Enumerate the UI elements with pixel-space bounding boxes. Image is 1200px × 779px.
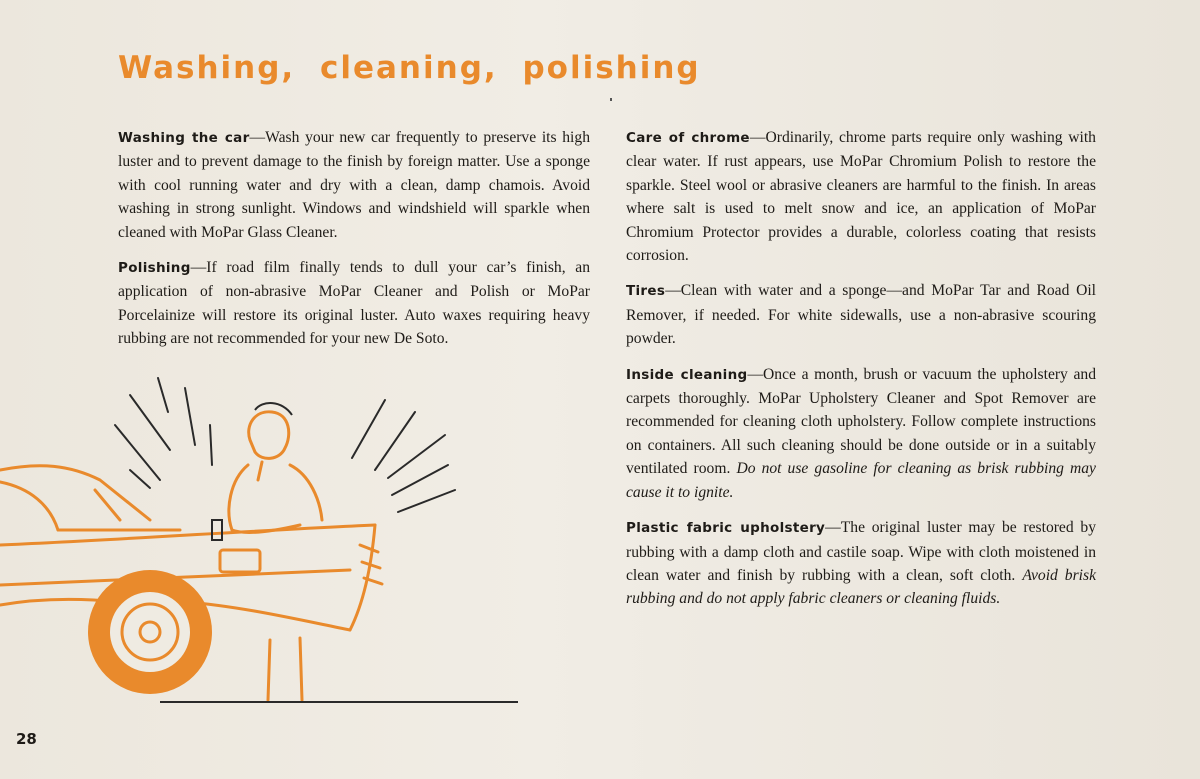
speck: [610, 98, 612, 101]
section-heading: Polishing: [118, 260, 191, 277]
page-number: 28: [16, 730, 37, 748]
section-heading: Washing the car: [118, 130, 250, 146]
car-polishing-illustration: [0, 370, 530, 720]
man-figure: [229, 412, 322, 700]
section-inside-cleaning: [626, 363, 1096, 504]
section-warning: Avoid brisk rubbing and do not apply fabric cleaners or cleaning fluids.: [626, 566, 1096, 608]
section-heading: Plastic fabric upholstery: [626, 520, 826, 537]
section-body: —The original luster may be restored by rubbing with a damp cloth and castile soap. Wipe with cloth moistened in clean water and finish by rubbing with a clean, soft cloth.: [626, 519, 1096, 584]
right-column: [626, 126, 1096, 623]
section-body: —Clean with water and a sponge—and MoPar Tar and Road Oil Remover, if needed. For white sidewalls, use a non-abrasive scouring powder.: [626, 282, 1096, 348]
section-tires: [626, 279, 1096, 350]
section-body: —If road film finally tends to dull your car’s finish, an application of non-abrasive MoPar Cleaner and Polish or MoPar Porcelainize will restore its original luster. Auto waxes requiring heavy rubbing are not recommended for your new De Soto.: [118, 259, 590, 348]
section-warning: Do not use gasoline for cleaning as brisk rubbing may cause it to ignite.: [626, 460, 1096, 501]
section-body: —Ordinarily, chrome parts require only washing with clear water. If rust appears, use MoPar Chromium Polish to restore the sparkle. Steel wool or abrasive cleaners are harmful to the finish. In areas where salt is used to melt snow and ice, an application of MoPar Chromium Protector provides a durable, colorless coating that resists corrosion.: [626, 129, 1096, 265]
section-washing: [118, 126, 590, 244]
section-heading: Care of chrome: [626, 130, 750, 146]
section-polishing: [118, 256, 590, 351]
section-body: —Once a month, brush or vacuum the upholstery and carpets thoroughly. MoPar Upholstery Cleaner and Spot Remover are recommended for cleaning cloth upholstery. Follow complete instructions on containers. All such cleaning should be done outside or in a suitably ventilated room.: [626, 365, 1096, 478]
page-title: Washing, cleaning, polishing: [118, 50, 701, 86]
section-care-of-chrome: [626, 126, 1096, 267]
sparkle-lines-right: [352, 400, 455, 512]
car-wheel: [88, 570, 212, 694]
left-column: [118, 126, 590, 363]
section-heading: Tires: [626, 283, 666, 300]
section-heading: Inside cleaning: [626, 366, 748, 383]
sparkle-lines-left: [115, 378, 212, 488]
section-plastic-upholstery: [626, 516, 1096, 611]
section-body: —Wash your new car frequently to preserve its high luster and to prevent damage to the finish by foreign matter. Use a sponge with cool running water and dry with a clean, damp chamois. Avoid washing in strong sunlight. Windows and windshield will sparkle when cleaned with MoPar Glass Cleaner.: [118, 129, 590, 241]
